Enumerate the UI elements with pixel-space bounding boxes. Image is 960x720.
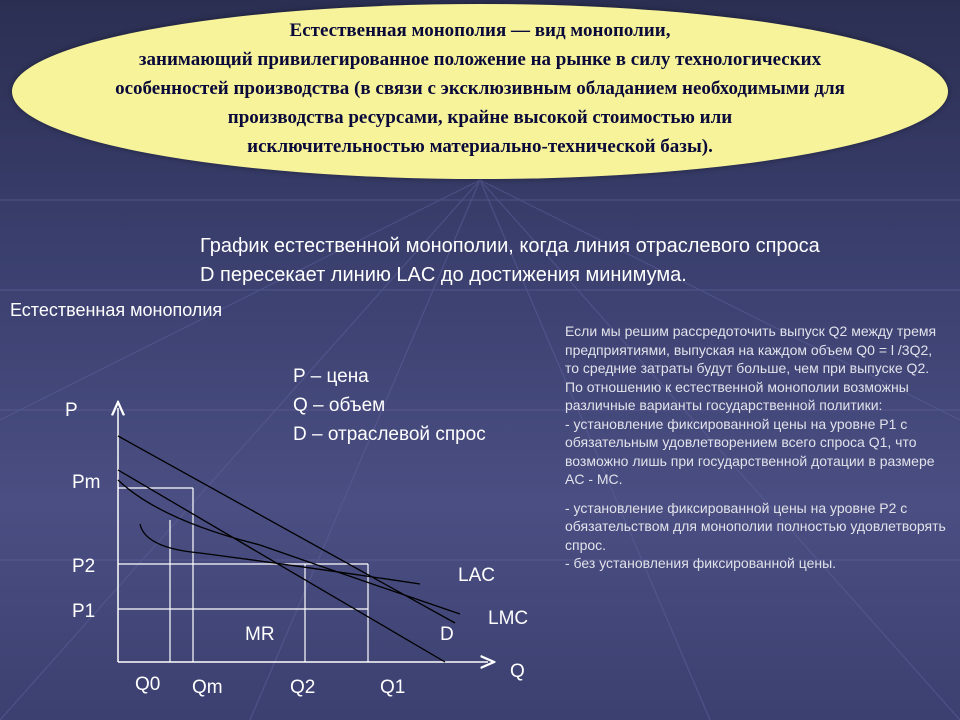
x-tick-qm: Qm xyxy=(192,677,223,698)
definition-text: Естественная монополия — вид монополии, занимающий привилегированное положение на рынке в силу технологических особенностей производства (в связи с эксклюзивным обладанием необходимыми для производства ресурсами, крайне высокой стоимостью или исключительностью материально-технической базы). xyxy=(115,20,845,157)
notes-paragraph-1: Если мы решим рассредоточить выпуск Q2 между тремя предприятиями, выпуская на каждом объем Q0 = l /3Q2, то средние затраты будут больше, чем при выпуске Q2. По отношению к естественной монополии возможны различные варианты государственной политики: xyxy=(565,323,937,413)
notes-paragraph-4: - без установления фиксированной цены. xyxy=(565,555,837,571)
curve-label-lac: LAC xyxy=(458,565,495,586)
graph-caption: График естественной монополии, когда линия отраслевого спроса D пересекает линию LAC до достижения минимума. xyxy=(200,235,820,286)
legend: P – цена Q – объем D – отраслевой спрос xyxy=(293,366,486,445)
curve-label-d: D xyxy=(440,624,454,645)
x-tick-q1: Q1 xyxy=(380,677,406,698)
curve-label-lmc: LMC xyxy=(488,608,529,629)
x-tick-q2: Q2 xyxy=(290,677,316,698)
y-tick-p1: P1 xyxy=(72,601,96,622)
marginal-revenue-curve-mr xyxy=(118,470,445,662)
notes-paragraph-3: - установление фиксированной цены на уровне P2 с обязательством для монополии полностью удовлетворять спрос. xyxy=(565,499,946,553)
notes-paragraph-2: - установление фиксированной цены на уровне P1 с обязательным удовлетворением всего спроса Q1, что возможно лишь при государственной дотации в размере AC - MC. xyxy=(565,415,935,487)
lac-curve xyxy=(140,524,420,584)
y-axis-label: P xyxy=(65,400,78,421)
x-axis-label: Q xyxy=(510,661,525,682)
y-tick-p2: P2 xyxy=(72,556,96,577)
y-tick-pm: Pm xyxy=(72,472,101,493)
x-tick-q0: Q0 xyxy=(135,674,161,695)
curve-label-mr: MR xyxy=(245,624,275,645)
section-label: Естественная монополия xyxy=(10,300,223,320)
